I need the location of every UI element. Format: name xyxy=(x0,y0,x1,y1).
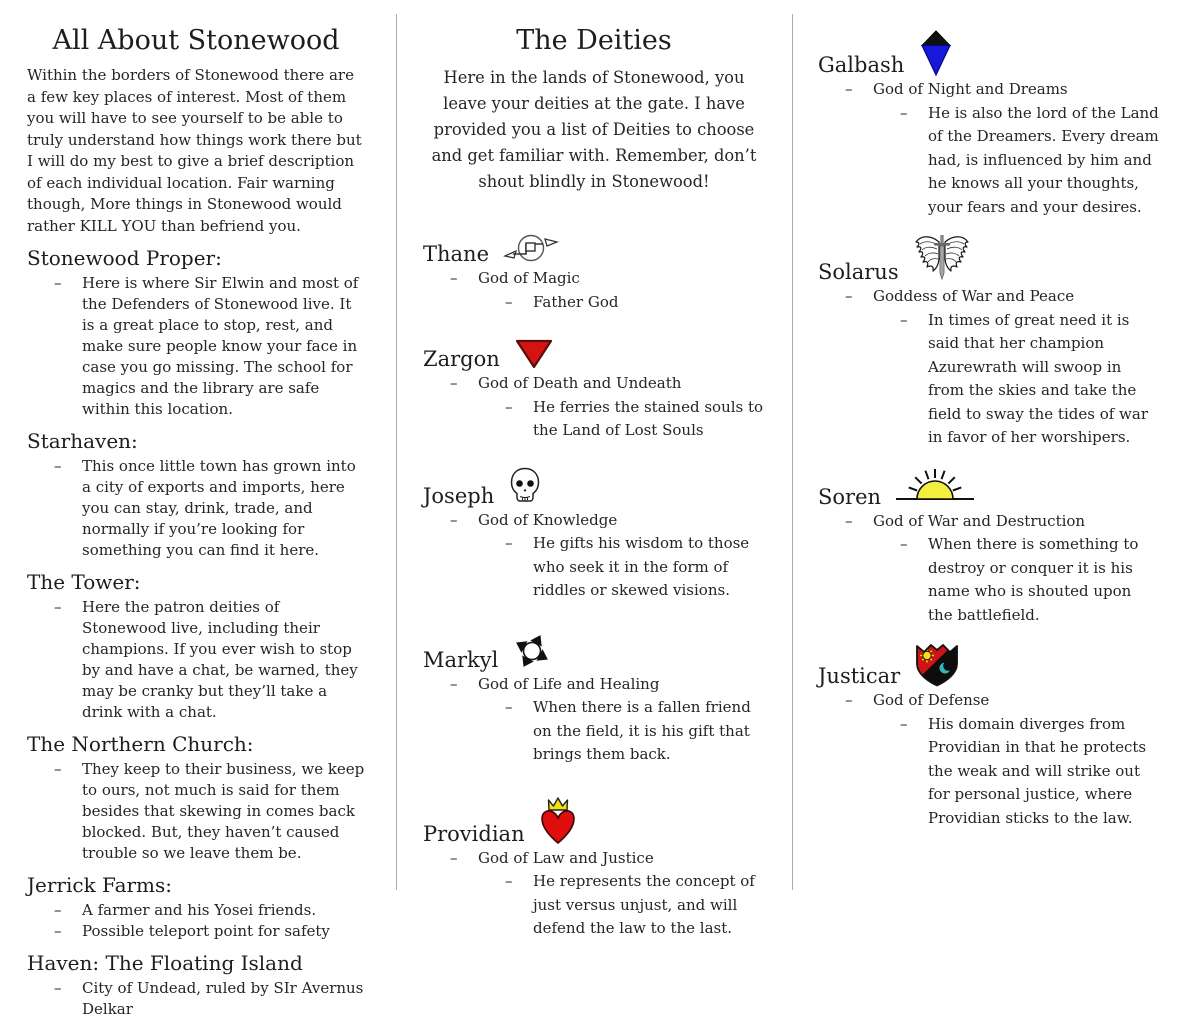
deity-detail-item xyxy=(818,533,1160,627)
column-deities-2 xyxy=(792,0,1188,918)
column-deities-1 xyxy=(396,0,792,937)
deity-role-item xyxy=(423,509,765,533)
deity-name: Justicar xyxy=(818,664,901,688)
deity-entry-solarus xyxy=(818,231,1160,450)
deity-role-item xyxy=(423,673,765,697)
bullet-dash: – xyxy=(505,397,513,416)
deity-name: Zargon xyxy=(423,347,500,371)
deity-detail: In times of great need it is said that her champion Azurewrath will swoop in from the skies and take the field to sway the tides of war in favor of her worshipers. xyxy=(928,310,1149,446)
deity-detail-item xyxy=(818,713,1160,831)
deity-entry-galbash xyxy=(818,28,1160,219)
deity-name: Providian xyxy=(423,821,525,846)
section-heading: Haven: The Floating Island xyxy=(27,951,303,975)
deity-head xyxy=(423,629,765,673)
deity-role: God of Life and Healing xyxy=(478,674,660,693)
bullet-dash: – xyxy=(845,511,853,530)
bullet-dash: – xyxy=(54,901,62,919)
deity-name: Soren xyxy=(818,484,882,509)
bullet-dash: – xyxy=(54,457,62,475)
column-divider-left xyxy=(396,14,397,890)
deity-entry-zargon xyxy=(423,336,765,443)
deity-detail-item xyxy=(818,309,1160,450)
deity-head xyxy=(818,231,1160,285)
deity-role: God of Knowledge xyxy=(478,510,618,529)
deity-role: God of War and Destruction xyxy=(873,511,1086,530)
location-section xyxy=(27,428,365,561)
deity-detail: He is also the lord of the Land of the Dreamers. Every dream had, is influenced by him and he knows all your thoughts, your fears and your desires. xyxy=(928,103,1159,216)
bullet-dash: – xyxy=(900,310,908,329)
bullet-dash: – xyxy=(845,80,853,98)
deity-entry-thane xyxy=(423,225,765,314)
deity-role-item xyxy=(818,689,1160,713)
deity-role-item xyxy=(818,78,1160,102)
deity-role: God of Night and Dreams xyxy=(873,80,1068,98)
planet-ring-arrow-icon xyxy=(503,227,559,269)
deity-head xyxy=(818,637,1160,689)
deity-head xyxy=(423,793,765,847)
deity-detail-item xyxy=(423,291,765,315)
bullet-dash: – xyxy=(450,848,458,867)
location-section xyxy=(27,569,365,723)
deity-head xyxy=(818,28,1160,78)
bullet-dash: – xyxy=(505,698,513,716)
section-heading: The Northern Church: xyxy=(27,732,254,756)
deity-detail: When there is something to destroy or conquer it is his name who is shouted upon the battlefield. xyxy=(928,535,1139,624)
location-section xyxy=(27,731,365,864)
deity-entry-providian xyxy=(423,793,765,941)
deity-detail-item xyxy=(423,396,765,443)
bullet-item xyxy=(27,273,365,420)
location-section xyxy=(27,872,365,942)
crowned-heart-icon xyxy=(539,795,577,849)
bullet-text: Here the patron deities of Stonewood live, including their champions. If you ever wish to stop by and have a chat, be warned, they may be cranky but they’ll take a drink with a chat. xyxy=(82,598,358,721)
deity-detail: Father God xyxy=(533,292,619,311)
deity-role-item xyxy=(423,847,765,871)
bullet-text: Possible teleport point for safety xyxy=(82,922,330,940)
location-section xyxy=(27,950,365,1020)
deity-name: Galbash xyxy=(818,53,905,77)
bullet-dash: – xyxy=(450,674,458,693)
deity-entry-joseph xyxy=(423,465,765,603)
deity-name: Solarus xyxy=(818,260,899,284)
section-heading: The Tower: xyxy=(27,570,141,594)
deity-detail-item xyxy=(423,870,765,941)
column-divider-right xyxy=(792,14,793,890)
bullet-dash: – xyxy=(505,872,513,890)
deity-role: God of Death and Undeath xyxy=(478,374,682,392)
winged-sword-icon xyxy=(913,233,971,287)
bullet-dash: – xyxy=(505,292,513,311)
deity-head xyxy=(423,225,765,267)
bullet-dash: – xyxy=(54,274,62,292)
bullet-text: They keep to their business, we keep to ours, not much is said for them besides that skewing in comes back blocked. But, they haven’t caused trouble so we leave them be. xyxy=(82,760,365,862)
red-triangle-icon xyxy=(514,338,554,374)
bullet-dash: – xyxy=(450,374,458,392)
deity-detail: He ferries the stained souls to the Land of Lost Souls xyxy=(533,397,764,439)
deity-detail: When there is a fallen friend on the field, it is his gift that brings them back. xyxy=(533,698,751,763)
stonewood-title: All About Stonewood xyxy=(52,25,340,56)
skull-icon xyxy=(508,467,542,511)
bullet-text: A farmer and his Yosei friends. xyxy=(82,901,317,919)
deity-role: God of Magic xyxy=(478,269,580,287)
deity-detail-item xyxy=(423,532,765,603)
deity-entry-justicar xyxy=(818,637,1160,830)
deity-head xyxy=(423,336,765,372)
deity-detail: His domain diverges from Providian in that he protects the weak and will strike out for personal justice, where Providian sticks to the law. xyxy=(928,714,1147,827)
bullet-dash: – xyxy=(505,534,513,552)
deity-role-item xyxy=(423,372,765,396)
bullet-dash: – xyxy=(900,103,908,122)
sun-moon-shield-icon xyxy=(914,639,960,691)
location-section xyxy=(27,245,365,420)
bullet-dash: – xyxy=(54,598,62,616)
deities-title: The Deities xyxy=(516,25,672,56)
section-heading: Starhaven: xyxy=(27,429,138,453)
deity-name: Markyl xyxy=(423,647,499,672)
section-heading: Stonewood Proper: xyxy=(27,246,222,270)
bullet-item xyxy=(27,759,365,864)
deity-role: Goddess of War and Peace xyxy=(873,287,1075,305)
blue-gem-icon xyxy=(918,30,954,80)
deity-detail: He gifts his wisdom to those who seek it in the form of riddles or skewed visions. xyxy=(533,534,750,599)
bullet-item xyxy=(27,456,365,561)
deity-role-item xyxy=(818,510,1160,534)
deity-entry-markyl xyxy=(423,629,765,767)
bullet-dash: – xyxy=(845,287,853,305)
bullet-dash: – xyxy=(450,269,458,287)
deity-head xyxy=(818,464,1160,510)
pinwheel-arrows-icon xyxy=(512,631,552,675)
bullet-dash: – xyxy=(54,979,62,997)
deity-detail-item xyxy=(818,102,1160,220)
deity-detail: He represents the concept of just versus unjust, and will defend the law to the last. xyxy=(533,872,755,937)
bullet-dash: – xyxy=(900,714,908,733)
bullet-item xyxy=(27,597,365,723)
bullet-item xyxy=(27,921,365,942)
bullet-dash: – xyxy=(54,922,62,940)
deity-role: God of Law and Justice xyxy=(478,848,654,867)
bullet-text: This once little town has grown into a city of exports and imports, here you can stay, drink, trade, and normally if you’re looking for something you can find it here. xyxy=(82,457,356,559)
bullet-dash: – xyxy=(900,535,908,553)
deity-head xyxy=(423,465,765,509)
deity-detail-item xyxy=(423,696,765,767)
deity-role: God of Defense xyxy=(873,691,990,709)
bullet-item xyxy=(27,978,365,1020)
rising-sun-icon xyxy=(895,466,975,512)
deities-intro: Here in the lands of Stonewood, you leave your deities at the gate. I have provided you a list of Deities to choose and get familiar with. Remember, don’t shout blindly in Stonewood! xyxy=(431,68,757,191)
bullet-text: Here is where Sir Elwin and most of the Defenders of Stonewood live. It is a great place to stop, rest, and make sure people know your face in case you go missing. The school for magics and the library are safe within this location. xyxy=(82,274,359,418)
bullet-text: City of Undead, ruled by SIr Avernus Delkar xyxy=(82,979,364,1018)
deity-name: Thane xyxy=(423,242,490,266)
bullet-dash: – xyxy=(54,760,62,778)
deity-role-item xyxy=(818,285,1160,309)
bullet-dash: – xyxy=(450,510,458,529)
deity-name: Joseph xyxy=(423,483,495,508)
deity-entry-soren xyxy=(818,464,1160,628)
section-heading: Jerrick Farms: xyxy=(27,873,173,897)
deity-role-item xyxy=(423,267,765,291)
stonewood-intro: Within the borders of Stonewood there are a few key places of interest. Most of them you will have to see yourself to be able to truly understand how things work there but I will do my best to give a brief description of each individual location. Fair warning though, More things in Stonewood would rather KILL YOU than befriend you. xyxy=(27,66,362,235)
column-stonewood xyxy=(0,0,396,1018)
bullet-dash: – xyxy=(845,691,853,709)
